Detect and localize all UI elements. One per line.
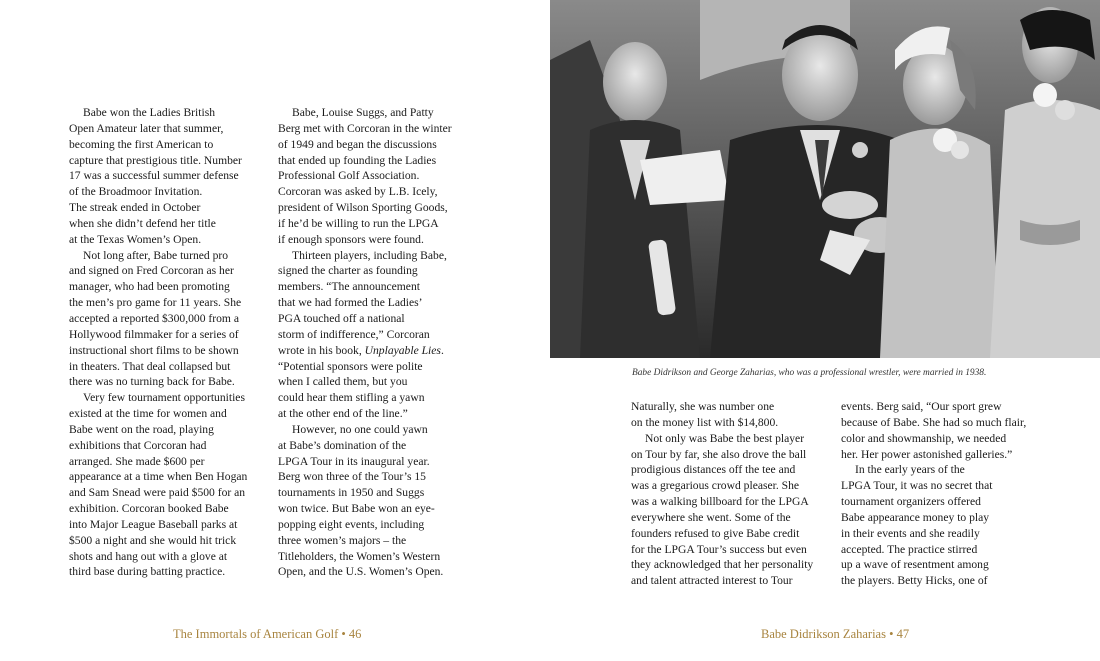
wedding-photograph	[550, 0, 1100, 358]
text-line: prodigious distances off the tee and	[631, 463, 796, 477]
text-line: they acknowledged that her personality	[631, 558, 814, 572]
text-line: color and showmanship, we needed	[841, 431, 1007, 445]
text-line: events. Berg said, “Our sport grew	[841, 400, 1002, 413]
text-line: if enough sponsors were found.	[278, 232, 424, 246]
text-line: storm of indifference,” Corcoran	[278, 327, 430, 341]
text-line: Babe went on the road, playing	[69, 422, 214, 436]
text-line: tournament organizers offered	[841, 495, 981, 509]
text-line: Babe, Louise Suggs, and Patty	[292, 106, 434, 119]
text-line: Naturally, she was number one	[631, 400, 775, 413]
text-fragment: wrote in his book,	[278, 343, 365, 357]
text-line: in their events and she readily	[841, 526, 980, 540]
text-line: popping eight events, including	[278, 517, 425, 531]
text-line: exhibitions that Corcoran had	[69, 438, 207, 452]
text-line: signed the charter as founding	[278, 264, 418, 278]
text-line: of 1949 and began the discussions	[278, 137, 437, 151]
text-line: of the Broadmoor Invitation.	[69, 185, 203, 199]
text-line: on the money list with $14,800.	[631, 415, 779, 429]
text-line: there was no turning back for Babe.	[69, 375, 235, 389]
text-line: founders refused to give Babe credit	[631, 526, 800, 540]
text-line: in theaters. That deal collapsed but	[69, 359, 231, 373]
text-line: Thirteen players, including Babe,	[292, 248, 447, 262]
text-fragment: .	[440, 343, 444, 357]
text-line: Berg met with Corcoran in the winter	[278, 121, 452, 135]
text-line: president of Wilson Sporting Goods,	[278, 201, 448, 215]
text-line: into Major League Baseball parks at	[69, 517, 238, 531]
text-line: Corcoran was asked by L.B. Icely,	[278, 185, 438, 199]
text-line: accepted. The practice stirred	[841, 542, 978, 556]
text-line: instructional short films to be shown	[69, 343, 239, 357]
right-column-1	[631, 399, 821, 589]
text-line: and signed on Fred Corcoran as her	[69, 264, 234, 278]
text-line: and Sam Snead were paid $500 for an	[69, 486, 246, 500]
text-line: was a walking billboard for the LPGA	[631, 495, 809, 509]
text-line: three women’s majors – the	[278, 533, 407, 547]
text-line: However, no one could yawn	[292, 422, 428, 436]
text-line: could hear them stifling a yawn	[278, 391, 425, 405]
text-line: members. “The announcement	[278, 280, 420, 294]
text-line: shots and hang out with a glove at	[69, 549, 228, 563]
text-line: LPGA Tour, it was no secret that	[841, 479, 993, 493]
text-line: becoming the first American to	[69, 137, 214, 151]
text-line: $500 a night and she would hit trick	[69, 533, 237, 547]
text-line: when she didn’t defend her title	[69, 216, 216, 230]
text-line: up a wave of resentment among	[841, 558, 989, 572]
text-line: that we had formed the Ladies’	[278, 296, 423, 310]
text-line: 17 was a successful summer defense	[69, 169, 239, 183]
text-line: “Potential sponsors were polite	[278, 359, 423, 373]
text-line: at the other end of the line.”	[278, 407, 408, 421]
text-line: Titleholders, the Women’s Western	[278, 549, 441, 563]
text-line-with-title	[278, 343, 473, 359]
right-page-folio: Babe Didrikson Zaharias • 47	[761, 627, 910, 641]
text-line: Open Amateur later that summer,	[69, 121, 224, 135]
text-line: Open, and the U.S. Women’s Open.	[278, 565, 444, 579]
text-line: was a gregarious crowd pleaser. She	[631, 479, 800, 493]
text-line: when I called them, but you	[278, 375, 408, 389]
text-line: In the early years of the	[855, 463, 965, 477]
text-line: on Tour by far, she also drove the ball	[631, 447, 807, 461]
left-column-2	[278, 105, 473, 580]
text-line: LPGA Tour in its inaugural year.	[278, 454, 430, 468]
text-line: arranged. She made $600 per	[69, 454, 205, 468]
text-line: The streak ended in October	[69, 201, 201, 215]
text-line: the players. Betty Hicks, one of	[841, 574, 988, 588]
left-column-1	[69, 105, 259, 580]
photo-caption: Babe Didrikson and George Zaharias, who was a professional wrestler, were married in 1938.	[632, 368, 987, 378]
text-line: that ended up founding the Ladies	[278, 153, 437, 167]
text-line: if he’d be willing to run the LPGA	[278, 216, 439, 230]
text-line: Very few tournament opportunities	[83, 391, 245, 405]
text-line: her. Her power astonished galleries.”	[841, 447, 1013, 461]
text-line: everywhere she went. Some of the	[631, 510, 791, 524]
text-line: tournaments in 1950 and Suggs	[278, 486, 425, 500]
text-line: existed at the time for women and	[69, 407, 227, 421]
text-line: for the LPGA Tour’s success but even	[631, 542, 807, 556]
text-line: and talent attracted interest to Tour	[631, 574, 793, 588]
text-line: Babe appearance money to play	[841, 510, 990, 524]
text-line: at Babe’s domination of the	[278, 438, 407, 452]
text-line: third base during batting practice.	[69, 565, 226, 579]
text-line: appearance at a time when Ben Hogan	[69, 470, 248, 484]
book-title: Unplayable Lies	[364, 343, 441, 357]
right-column-2	[841, 399, 1031, 589]
text-line: Professional Golf Association.	[278, 169, 420, 183]
left-page-folio: The Immortals of American Golf • 46	[173, 627, 362, 641]
text-line: won twice. But Babe won an eye-	[278, 502, 435, 516]
text-line: Hollywood filmmaker for a series of	[69, 327, 239, 341]
text-line: accepted a reported $300,000 from a	[69, 311, 239, 325]
text-line: Not long after, Babe turned pro	[83, 248, 229, 262]
text-line: Not only was Babe the best player	[645, 431, 805, 445]
text-line: capture that prestigious title. Number	[69, 153, 242, 167]
text-line: because of Babe. She had so much flair,	[841, 415, 1027, 429]
text-line: Berg won three of the Tour’s 15	[278, 470, 426, 484]
text-line: Babe won the Ladies British	[83, 106, 216, 119]
text-line: at the Texas Women’s Open.	[69, 232, 202, 246]
text-line: PGA touched off a national	[278, 311, 405, 325]
text-line: exhibition. Corcoran booked Babe	[69, 502, 229, 516]
text-line: manager, who had been promoting	[69, 280, 230, 294]
text-line: the men’s pro game for 11 years. She	[69, 296, 242, 310]
